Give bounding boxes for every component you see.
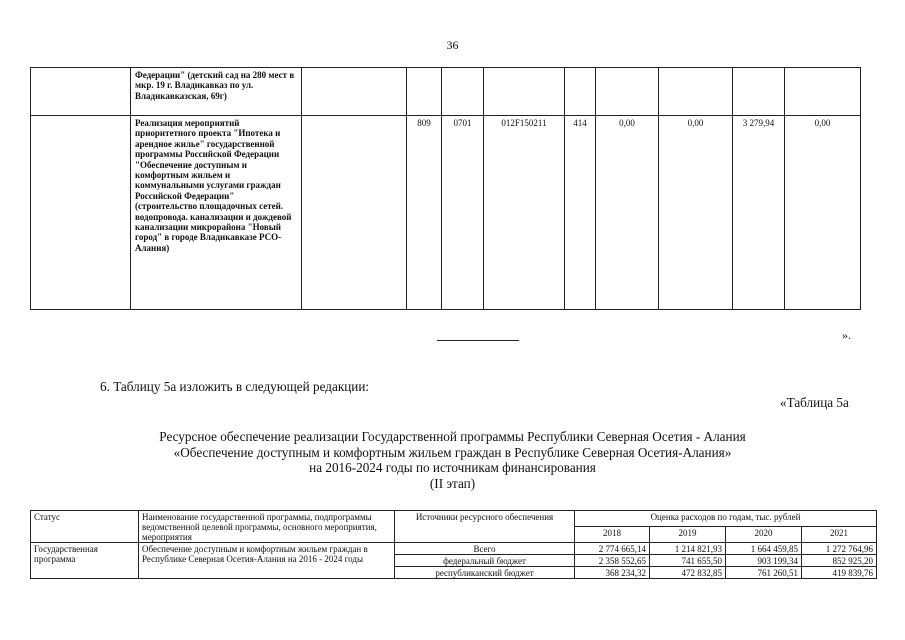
value-cell: 3 279,94 — [733, 116, 785, 310]
header-status: Статус — [31, 511, 139, 543]
header-sources: Источники ресурсного обеспечения — [395, 511, 575, 543]
value-cell: 2 358 552,65 — [575, 555, 650, 567]
value-cell: 0,00 — [659, 116, 733, 310]
table-reference: «Таблица 5а — [780, 395, 849, 410]
header-year: 2018 — [575, 527, 650, 543]
value-cell: 1 272 764,96 — [802, 543, 877, 555]
value-cell: 0,00 — [596, 116, 659, 310]
value-cell: 2 774 665,14 — [575, 543, 650, 555]
table-row — [31, 543, 877, 555]
resource-table — [30, 510, 877, 579]
table-title — [0, 429, 905, 491]
status-cell: Государственная программа — [31, 543, 139, 579]
header-row — [31, 511, 877, 527]
title-line: на 2016-2024 годы по источникам финансирования — [309, 460, 596, 475]
table-row — [31, 68, 861, 116]
instruction-text: 6. Таблицу 5а изложить в следующей редакции: — [100, 379, 370, 394]
value-cell: 1 214 821,93 — [650, 543, 726, 555]
value-cell: 0,00 — [785, 116, 861, 310]
title-line: Ресурсное обеспечение реализации Государственной программы Республики Северная Осетия - Алания — [159, 429, 746, 444]
page-number: 36 — [446, 38, 459, 52]
closing-quote: ». — [842, 328, 851, 342]
grbs-code: 809 — [407, 116, 442, 310]
expense-type-code: 414 — [565, 116, 596, 310]
value-cell: 368 234,32 — [575, 567, 650, 579]
section-code: 0701 — [442, 116, 484, 310]
value-cell: 852 925,20 — [802, 555, 877, 567]
value-cell: 903 199,34 — [726, 555, 802, 567]
value-cell: 761 260,51 — [726, 567, 802, 579]
value-cell: 419 839,76 — [802, 567, 877, 579]
header-year: 2019 — [650, 527, 726, 543]
header-estimate: Оценка расходов по годам, тыс. рублей — [575, 511, 877, 527]
title-line: (II этап) — [429, 475, 476, 491]
source-cell: Всего — [395, 543, 575, 555]
title-line: «Обеспечение доступным и комфортным жильем граждан в Республике Северная Осетия-Алания» — [173, 444, 732, 460]
header-name: Наименование государственной программы, подпрограммы ведомственной целевой программы, основного мероприятия, мероприятия — [139, 511, 395, 543]
value-cell: 1 664 459,85 — [726, 543, 802, 555]
row-description: Реализация мероприятий приоритетного проекта "Ипотека и арендное жилье" государственной программы Российской Федерации "Обеспечение доступным и комфортным жильем и коммунальными услугами граждан Российской Федерации" (строительство площадочных сетей. водопровода. канализации и дождевой канализации микрорайона "Новый город" в городе Владикавказе РСО-Алания) — [131, 116, 302, 310]
row-description: Федерации" (детский сад на 280 мест в мкр. 19 г. Владикавказ по ул. Владикавказская, 69г) — [131, 68, 302, 116]
target-article-code: 012F150211 — [484, 116, 565, 310]
header-year: 2021 — [802, 527, 877, 543]
header-year: 2020 — [726, 527, 802, 543]
footnote-rule — [437, 340, 519, 341]
table-row — [31, 116, 861, 310]
source-cell: республиканский бюджет — [395, 567, 575, 579]
continued-table — [30, 67, 861, 310]
value-cell: 472 832,85 — [650, 567, 726, 579]
value-cell: 741 655,50 — [650, 555, 726, 567]
source-cell: федеральный бюджет — [395, 555, 575, 567]
program-name-cell: Обеспечение доступным и комфортным жильем граждан в Республике Северная Осетия-Алания на 2016 - 2024 годы — [139, 543, 395, 579]
